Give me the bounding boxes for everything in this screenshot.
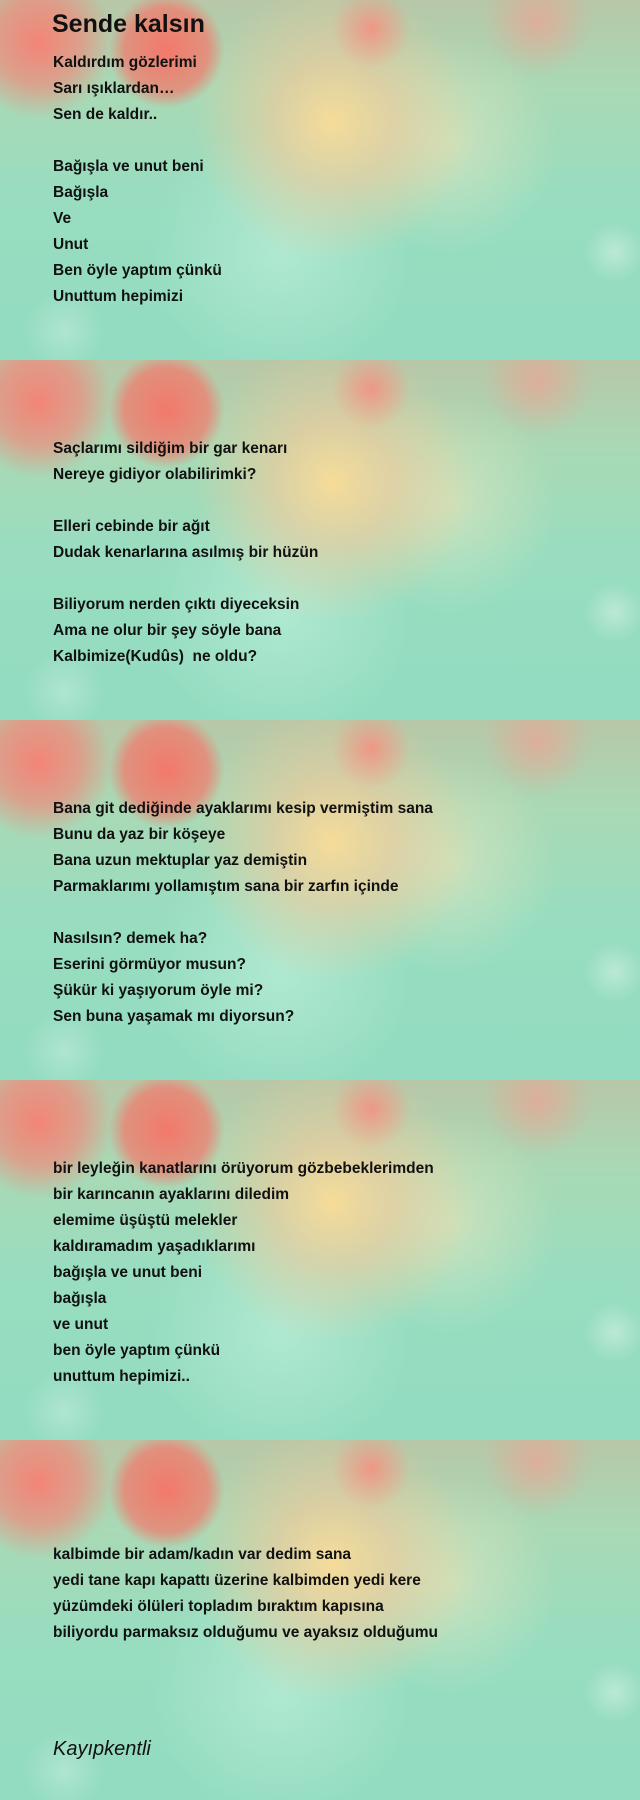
poem-panel-5 xyxy=(0,1440,640,1800)
poem-line: Dudak kenarlarına asılmış bir hüzün xyxy=(53,544,319,561)
poem-line: Kaldırdım gözlerimi xyxy=(53,54,197,71)
poem-line: kalbimde bir adam/kadın var dedim sana xyxy=(53,1546,352,1563)
poem-line: Bunu da yaz bir köşeye xyxy=(53,826,226,843)
poem-line: bir leyleğin kanatlarını örüyorum gözbebeklerimden xyxy=(53,1160,434,1177)
poem-line: bir karıncanın ayaklarını diledim xyxy=(53,1186,290,1203)
poem-line: Bağışla xyxy=(53,184,109,201)
poem-line: Unuttum hepimizi xyxy=(53,288,184,305)
poem-line: Bana uzun mektuplar yaz demiştin xyxy=(53,852,308,869)
poem-line: Biliyorum nerden çıktı diyeceksin xyxy=(53,596,300,613)
poem-line: bağışla ve unut beni xyxy=(53,1264,202,1281)
poem-line: Parmaklarımı yollamıştım sana bir zarfın içinde xyxy=(53,878,399,895)
stanza-1 xyxy=(53,50,222,310)
poem-line: Nereye gidiyor olabilirimki? xyxy=(53,466,257,483)
poem-line: Kalbimize(Kudûs) ne oldu? xyxy=(53,648,258,665)
poem-line: Bana git dediğinde ayaklarımı kesip vermiştim sana xyxy=(53,800,433,817)
poem-author: Kayıpkentli xyxy=(53,1738,151,1760)
poem-title: Sende kalsın xyxy=(52,10,205,38)
poem-line: Ben öyle yaptım çünkü xyxy=(53,262,222,279)
poem-panel-2 xyxy=(0,360,640,720)
poem-line: yedi tane kapı kapattı üzerine kalbimden yedi kere xyxy=(53,1572,421,1589)
stanza-5 xyxy=(53,1542,438,1646)
stanza-4 xyxy=(53,1156,434,1390)
poem-line: yüzümdeki ölüleri topladım bıraktım kapısına xyxy=(53,1598,384,1615)
stanza-break xyxy=(53,488,318,514)
poem-line: Şükür ki yaşıyorum öyle mi? xyxy=(53,982,264,999)
poem-line: Unut xyxy=(53,236,89,253)
stanza-break xyxy=(53,900,433,926)
stanza-3 xyxy=(53,796,433,1030)
poem-line: Saçlarımı sildiğim bir gar kenarı xyxy=(53,440,288,457)
poem-panel-4 xyxy=(0,1080,640,1440)
poem-line: bağışla xyxy=(53,1290,107,1307)
poem-line: Sarı ışıklardan… xyxy=(53,80,175,97)
poem-line: ve unut xyxy=(53,1316,109,1333)
poem-line: elemime üşüştü melekler xyxy=(53,1212,238,1229)
poem-line: Eserini görmüyor musun? xyxy=(53,956,246,973)
poem-panel-3 xyxy=(0,720,640,1080)
poem-panel-1 xyxy=(0,0,640,360)
stanza-break xyxy=(53,566,318,592)
poem-line: Sen buna yaşamak mı diyorsun? xyxy=(53,1008,295,1025)
poem-line: biliyordu parmaksız olduğumu ve ayaksız olduğumu xyxy=(53,1624,438,1641)
poem-line: Nasılsın? demek ha? xyxy=(53,930,208,947)
poem-line: Ve xyxy=(53,210,72,227)
poem-line: Sen de kaldır.. xyxy=(53,106,158,123)
poem-line: Bağışla ve unut beni xyxy=(53,158,204,175)
poem-line: unuttum hepimizi.. xyxy=(53,1368,190,1385)
poem-line: Ama ne olur bir şey söyle bana xyxy=(53,622,282,639)
poem-line: ben öyle yaptım çünkü xyxy=(53,1342,221,1359)
stanza-2 xyxy=(53,436,318,670)
poem-line: kaldıramadım yaşadıklarımı xyxy=(53,1238,256,1255)
stanza-break xyxy=(53,128,222,154)
poem-line: Elleri cebinde bir ağıt xyxy=(53,518,210,535)
